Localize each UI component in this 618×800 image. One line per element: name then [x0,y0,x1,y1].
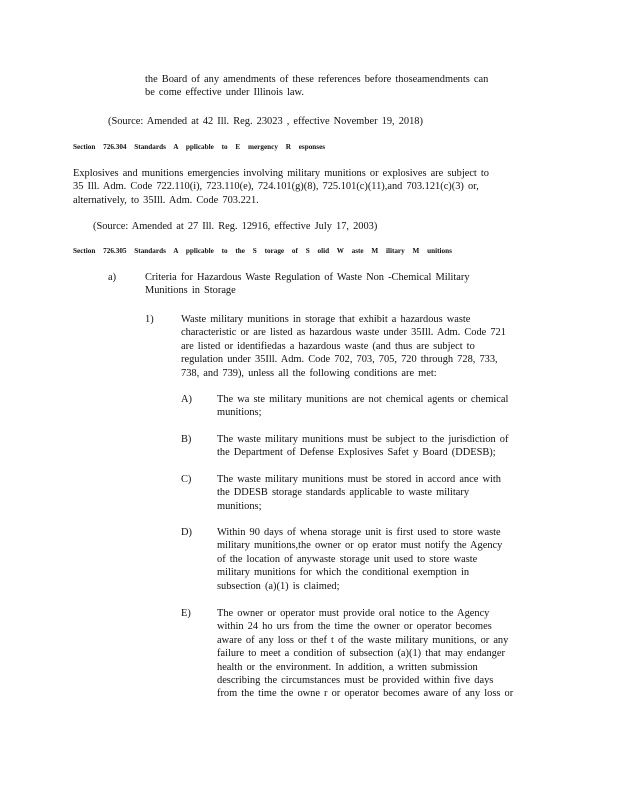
text-line: munitions; [217,407,262,419]
text-line: failure to meet a condition of subsection (a)(1) that may endanger [217,648,505,660]
text-line: the DDESB storage standards applicable to waste military [217,487,470,499]
text-line: of the location of anywaste storage unit used to store waste [217,553,478,565]
text-line: Waste military munitions in storage that exhibit a hazardous waste [181,314,471,325]
section-body [73,167,543,207]
text-line: characteristic or are listed as hazardous waste under 35Ill. Adm. Code 721 [181,327,506,339]
text-line: health or the environment. In addition, a written submission [217,661,478,673]
subparagraph-text [217,393,547,420]
intro-paragraph [145,73,525,100]
subparagraph-label: E) [181,608,191,619]
text-line: regulation under 35Ill. Adm. Code 702, 703, 705, 720 through 728, 733, [181,354,498,366]
subparagraph-text [217,526,547,593]
section-heading: Section 726.305 Standards A pplicable to the S torage of S olid W aste M ilitary M unitions [73,247,452,255]
text-line: munitions; [217,500,262,512]
text-line: subsection (a)(1) is claimed; [217,580,340,592]
text-line: from the time the owne r or operator becomes aware of any loss or [217,688,514,700]
subparagraph-label: B) [181,434,192,445]
text-line: The waste military munitions must be subject to the jurisdiction of [217,434,509,445]
text-line: within 24 ho urs from the time the owner or operator becomes [217,621,492,633]
section-heading: Section 726.304 Standards A pplicable to E mergency R esponses [73,143,326,151]
source-note: (Source: Amended at 27 Ill. Reg. 12916, effective July 17, 2003) [93,221,378,232]
subsection-label: a) [108,272,117,283]
text-line: 738, and 739), unless all the following conditions are met: [181,367,437,379]
paragraph-label: 1) [145,314,154,325]
text-line: aware of any loss or thef t of the waste military munitions, or any [217,634,509,646]
text-line: Within 90 days of whena storage unit is first used to store waste [217,527,501,538]
text-line: The waste military munitions must be stored in accord ance with [217,474,501,485]
text-line: Munitions in Storage [145,285,236,297]
subparagraph-text [217,473,547,513]
text-line: military munitions for which the conditional exemption in [217,567,470,579]
source-note: (Source: Amended at 42 Ill. Reg. 23023 , effective November 19, 2018) [108,116,423,127]
text-line: the Board of any amendments of these references before thoseamendments can [145,74,489,85]
text-line: The owner or operator must provide oral notice to the Agency [217,608,490,619]
subparagraph-label: D) [181,527,192,538]
text-line: be come effective under Illinois law. [145,87,304,99]
subsection-text [145,271,515,298]
text-line: Explosives and munitions emergencies involving military munitions or explosives are subject to [73,168,489,179]
text-line: The wa ste military munitions are not chemical agents or chemical [217,394,509,405]
paragraph-text [181,313,536,380]
subparagraph-label: A) [181,394,192,405]
text-line: 35 Ill. Adm. Code 722.110(i), 723.110(e), 724.101(g)(8), 725.101(c)(11),and 703.121(c)(3) or, [73,181,479,193]
text-line: military munitions,the owner or op erator must notify the Agency [217,540,503,552]
subparagraph-text [217,433,547,460]
subparagraph-text [217,607,547,701]
text-line: Criteria for Hazardous Waste Regulation of Waste Non -Chemical Military [145,272,470,283]
text-line: alternatively, to 35Ill. Adm. Code 703.221. [73,194,259,206]
text-line: describing the circumstances must be provided within five days [217,675,494,687]
text-line: the Department of Defense Explosives Safet y Board (DDESB); [217,447,496,459]
text-line: are listed or identifiedas a hazardous waste (and thus are subject to [181,340,475,352]
subparagraph-label: C) [181,474,192,485]
